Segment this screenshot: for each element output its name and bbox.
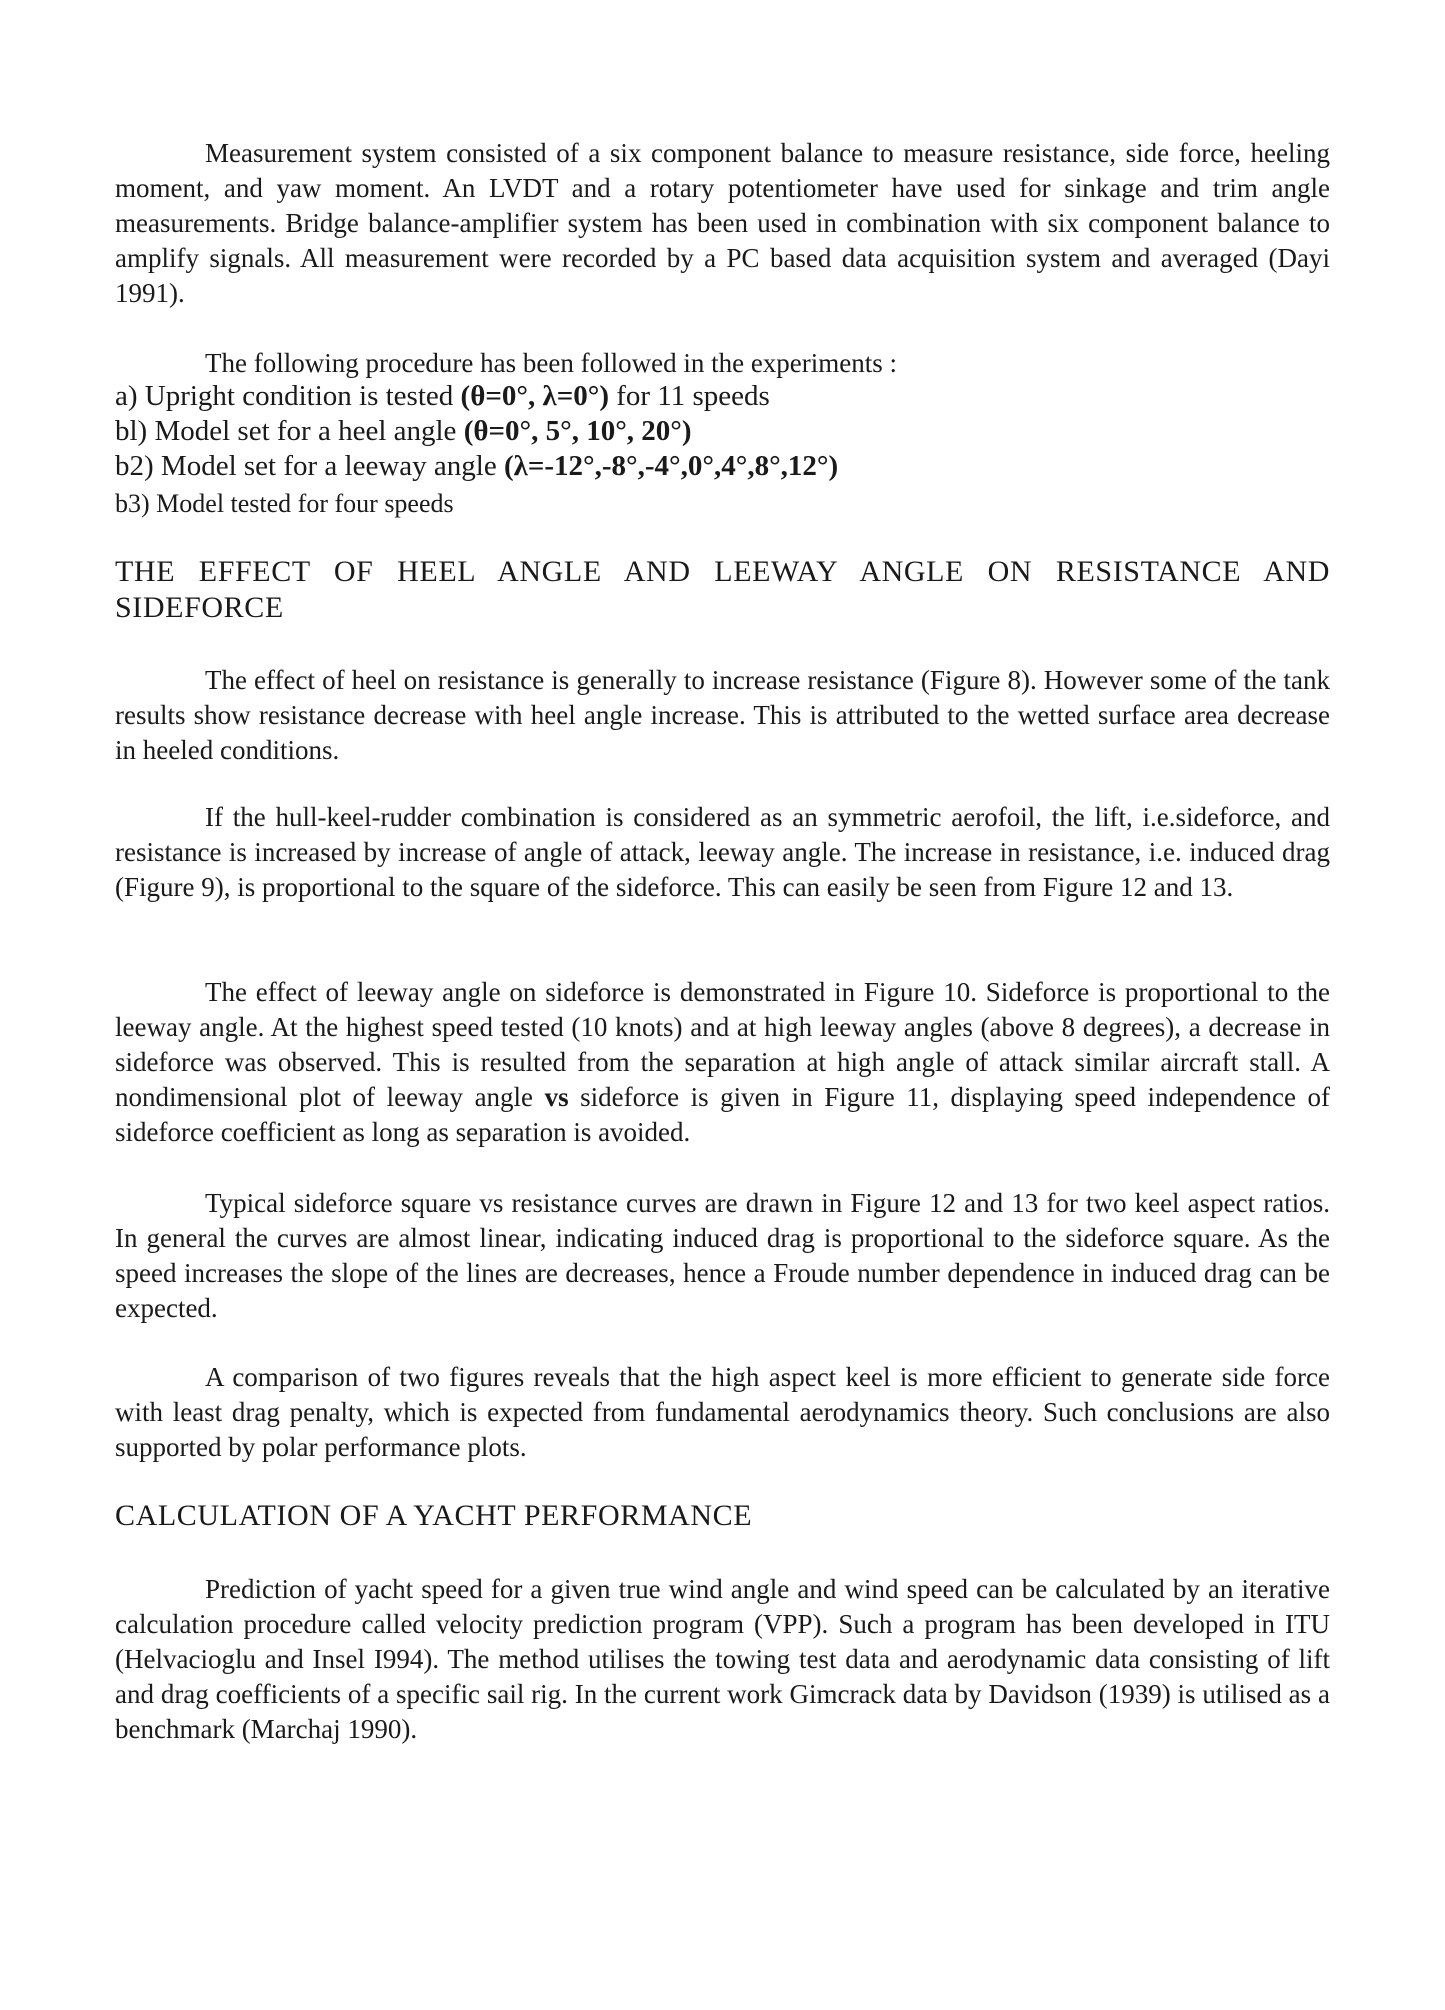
paragraph-heel-effect: The effect of heel on resistance is generally to increase resistance (Figure 8). However some of the tank results show resistance decrease with heel angle increase. This is attributed to the wetted surface area decrease in heeled conditions.: [115, 665, 1330, 765]
paragraph-leeway-text-a: The effect of leeway angle on sideforce is demonstrated in Figure 10. Sideforce is proportional to the leeway angle. At the highest speed tested (10 knots) and at high leeway angles (above 8 degrees), a decrease in sideforce was observed. This is resulted from the separation at high angle of attack similar aircraft stall. A nondimensional plot of leeway angle: [115, 977, 1330, 1112]
procedure-item-b2-symbol: (λ=-12°,-8°,-4°,0°,4°,8°,12°): [503, 450, 839, 482]
paragraph-aerofoil: If the hull-keel-rudder combination is considered as an symmetric aerofoil, the lift, i.e.sideforce, and resistance is increased by increase of angle of attack, leeway angle. The increase in resistance, i.e. induced drag (Figure 9), is proportional to the square of the sideforce. This can easily be seen from Figure 12 and 13.: [115, 802, 1330, 902]
section-heading-effect: THE EFFECT OF HEEL ANGLE AND LEEWAY ANGLE ON RESISTANCE AND SIDEFORCE: [115, 555, 1330, 624]
procedure-item-b2: [115, 449, 1330, 484]
procedure-item-b1: [115, 414, 1330, 449]
paragraph-sideforce-square: Typical sideforce square vs resistance curves are drawn in Figure 12 and 13 for two keel aspect ratios. In general the curves are almost linear, indicating induced drag is proportional to the sideforce square. As the speed increases the slope of the lines are decreases, hence a Froude number dependence in induced drag can be expected.: [115, 1188, 1330, 1323]
procedure-item-a: [115, 379, 1330, 414]
paragraph-comparison: A comparison of two figures reveals that the high aspect keel is more efficient to generate side force with least drag penalty, which is expected from fundamental aerodynamics theory. Such conclusions are also supported by polar performance plots.: [115, 1362, 1330, 1462]
section-heading-calculation: CALCULATION OF A YACHT PERFORMANCE: [115, 1499, 753, 1532]
procedure-item-b3: b3) Model tested for four speeds: [115, 489, 454, 518]
paragraph-leeway-text-b: sideforce is given in Figure 11, displaying speed independence of sideforce coefficient as long as separation is avoided.: [115, 1082, 1330, 1147]
paragraph-leeway-effect: [115, 975, 1330, 1150]
procedure-item-b1-text: bl) Model set for a heel angle: [115, 415, 464, 447]
procedure-item-a-suffix: for 11 speeds: [608, 380, 770, 412]
paragraph-yacht-speed: Prediction of yacht speed for a given true wind angle and wind speed can be calculated by an iterative calculation procedure called velocity prediction program (VPP). Such a program has been developed in ITU (Helvacioglu and Insel I994). The method utilises the towing test data and aerodynamic data consisting of lift and drag coefficients of a specific sail rig. In the current work Gimcrack data by Davidson (1939) is utilised as a benchmark (Marchaj 1990).: [115, 1574, 1330, 1744]
procedure-item-b1-symbol: (θ=0°, 5°, 10°, 20°): [463, 415, 692, 447]
paragraph-measurement-system: Measurement system consisted of a six component balance to measure resistance, side force, heeling moment, and yaw moment. An LVDT and a rotary potentiometer have used for sinkage and trim angle measurements. Bridge balance-amplifier system has been used in combination with six component balance to amplify signals. All measurement were recorded by a PC based data acquisition system and averaged (Dayi 1991).: [115, 138, 1330, 308]
paragraph-procedure-intro: The following procedure has been followed in the experiments :: [205, 348, 898, 378]
vs-bold-text: vs: [544, 1082, 569, 1112]
procedure-item-a-symbol: (θ=0°, λ=0°): [460, 380, 609, 412]
procedure-item-b2-text: b2) Model set for a leeway angle: [115, 450, 504, 482]
procedure-item-a-text: a) Upright condition is tested: [115, 380, 461, 412]
